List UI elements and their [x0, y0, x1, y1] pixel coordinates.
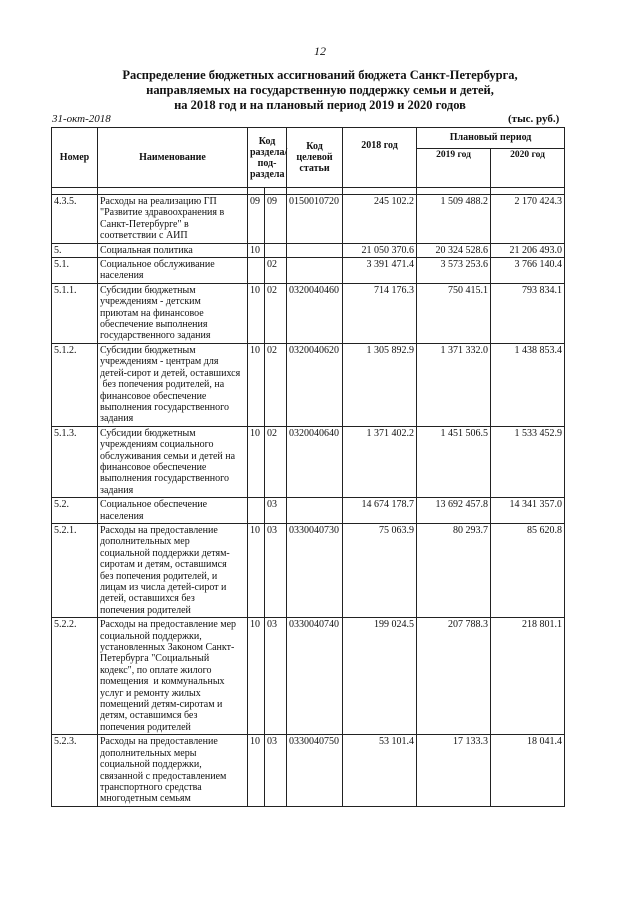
row-number: 5.2.1. [52, 523, 98, 617]
row-number: 5.2.3. [52, 735, 98, 806]
row-section: 09 [248, 195, 265, 244]
row-name-line: социальной поддержки, [100, 630, 202, 642]
row-name [98, 426, 248, 497]
row-name-line: попечения родителей [100, 721, 191, 733]
row-2019: 1 371 332.0 [417, 343, 491, 426]
row-article: 0320040460 [287, 283, 343, 343]
row-name-line: детей-сирот и детей, оставшихся [100, 367, 241, 379]
row-name-line: услуг и ремонту жилых [100, 687, 201, 699]
row-section: 10 [248, 735, 265, 806]
row-name [98, 343, 248, 426]
unit-label: (тыс. руб.) [508, 113, 560, 125]
spacer-cell [417, 188, 491, 195]
row-name-line: Санкт-Петербурге" в [100, 218, 189, 230]
row-section [248, 258, 265, 284]
row-number: 5.1.1. [52, 283, 98, 343]
row-section: 10 [248, 523, 265, 617]
row-number: 4.3.5. [52, 195, 98, 244]
row-name-line: населения [100, 510, 144, 522]
row-2018: 1 305 892.9 [343, 343, 417, 426]
title-line: Распределение бюджетных ассигнований бюджета Санкт-Петербурга, [122, 68, 518, 82]
row-name-line: учреждениям социального [100, 439, 214, 451]
row-2019: 80 293.7 [417, 523, 491, 617]
row-2018: 14 674 178.7 [343, 498, 417, 524]
document-date: 31-окт-2018 [52, 113, 111, 125]
row-section [248, 498, 265, 524]
title-line: направляемых на государственную поддержку семьи и детей, [146, 83, 494, 97]
header-article-line: статьи [299, 163, 330, 174]
row-article: 0330040750 [287, 735, 343, 806]
row-2018: 53 101.4 [343, 735, 417, 806]
row-name [98, 523, 248, 617]
row-name [98, 283, 248, 343]
header-2019: 2019 год [417, 149, 491, 188]
row-2019: 207 788.3 [417, 618, 491, 735]
row-subsection: 02 [265, 283, 287, 343]
row-2019: 3 573 253.6 [417, 258, 491, 284]
row-2020: 1 533 452.9 [491, 426, 565, 497]
header-2018: 2018 год [343, 128, 417, 188]
row-2020: 14 341 357.0 [491, 498, 565, 524]
table-row [52, 243, 565, 257]
row-name-line: помещения и коммунальных [100, 676, 225, 688]
row-name-line: дополнительных меры [100, 747, 197, 759]
spacer-cell [343, 188, 417, 195]
row-name-line: обслуживания семьи и детей на [100, 450, 236, 462]
row-name-line: Субсидии бюджетным [100, 344, 196, 356]
row-number: 5.1. [52, 258, 98, 284]
row-name [98, 618, 248, 735]
header-number: Номер [52, 128, 98, 188]
row-subsection: 02 [265, 258, 287, 284]
header-article-line: Код [306, 141, 323, 152]
row-name-line: Расходы на реализацию ГП [100, 196, 217, 207]
row-subsection: 03 [265, 735, 287, 806]
row-name-line: без попечения родителей, на [100, 379, 225, 391]
table-row [52, 498, 565, 524]
row-name [98, 735, 248, 806]
row-article [287, 498, 343, 524]
row-name [98, 498, 248, 524]
row-2020: 3 766 140.4 [491, 258, 565, 284]
spacer-cell [265, 188, 287, 195]
row-name-line: помещений детям-сиротам и [100, 699, 223, 711]
row-name-line: Субсидии бюджетным [100, 427, 196, 439]
row-number: 5.1.3. [52, 426, 98, 497]
row-name-line: Социальное обслуживание [100, 259, 215, 271]
row-2020: 1 438 853.4 [491, 343, 565, 426]
row-name-line: приютам на финансовое [100, 307, 204, 319]
row-article: 0320040640 [287, 426, 343, 497]
row-section: 10 [248, 426, 265, 497]
table-row [52, 343, 565, 426]
row-name-line: детей, оставшихся без [100, 593, 195, 605]
header-section-line: раздела [250, 168, 285, 180]
row-name-line: финансовое обеспечение [100, 461, 207, 473]
row-2020: 18 041.4 [491, 735, 565, 806]
row-name-line: лицам из числа детей-сирот и [100, 582, 227, 593]
spacer-cell [287, 188, 343, 195]
page-number: 12 [314, 44, 326, 58]
table-row [52, 195, 565, 244]
row-name-line: детям, оставшимся без [100, 710, 198, 722]
row-name-line: кодекс", по оплате жилого [100, 664, 212, 676]
row-2018: 714 176.3 [343, 283, 417, 343]
row-name-line: обеспечение выполнения [100, 319, 208, 331]
row-name-line: Субсидии бюджетным [100, 284, 196, 296]
row-2018: 199 024.5 [343, 618, 417, 735]
table-row [52, 258, 565, 284]
header-article-line: целевой [296, 152, 333, 163]
table-row [52, 618, 565, 735]
row-name-line: Социальное обеспечение [100, 499, 208, 511]
row-2019: 13 692 457.8 [417, 498, 491, 524]
row-2019: 17 133.3 [417, 735, 491, 806]
row-2019: 750 415.1 [417, 283, 491, 343]
row-name-line: Расходы на предоставление [100, 736, 218, 748]
row-2019: 1 451 506.5 [417, 426, 491, 497]
document-title [40, 68, 600, 113]
title-line: на 2018 год и на плановый период 2019 и 2020 годов [174, 98, 466, 112]
row-name-line: финансовое обеспечение [100, 390, 207, 402]
row-name-line: Петербурга "Социальный [100, 653, 210, 665]
row-subsection [265, 243, 287, 257]
row-name-line: учреждениям - центрам для [100, 356, 219, 368]
row-name-line: социальной поддержки, [100, 759, 202, 771]
row-article: 0330040740 [287, 618, 343, 735]
row-name-line: "Развитие здравоохранения в [100, 207, 225, 219]
table-body [52, 195, 565, 807]
table-row [52, 523, 565, 617]
row-2020: 2 170 424.3 [491, 195, 565, 244]
row-subsection: 02 [265, 426, 287, 497]
row-number: 5. [52, 243, 98, 257]
table-row [52, 735, 565, 806]
row-name-line: связанной с предоставлением [100, 770, 227, 782]
header-section-line: под- [257, 157, 277, 169]
row-number: 5.2. [52, 498, 98, 524]
row-2018: 21 050 370.6 [343, 243, 417, 257]
header-planned-period: Плановый период [417, 128, 565, 149]
row-name-line: населения [100, 270, 144, 282]
header-article [287, 128, 343, 188]
row-name-line: сиротам и детям, оставшимся [100, 559, 227, 571]
row-name-line: социальной поддержки детям- [100, 547, 230, 559]
spacer-cell [248, 188, 265, 195]
row-article: 0320040620 [287, 343, 343, 426]
header-section-line: раздела/ [250, 146, 288, 158]
row-2018: 75 063.9 [343, 523, 417, 617]
row-article: 0330040730 [287, 523, 343, 617]
row-section: 10 [248, 283, 265, 343]
row-name-line: соответствии с АИП [100, 230, 188, 242]
row-2020: 21 206 493.0 [491, 243, 565, 257]
header-section [248, 128, 287, 188]
row-name-line: задания [100, 413, 134, 425]
row-name-line: Расходы на предоставление [100, 524, 218, 536]
row-name-line: установленных Законом Санкт- [100, 642, 235, 654]
row-article: 0150010720 [287, 195, 343, 244]
row-subsection: 03 [265, 618, 287, 735]
row-subsection: 02 [265, 343, 287, 426]
row-name-line: выполнения государственного [100, 473, 230, 485]
row-name-line: Социальная политика [100, 244, 193, 256]
row-section: 10 [248, 243, 265, 257]
row-subsection: 03 [265, 498, 287, 524]
row-name-line: выполнения государственного [100, 401, 230, 413]
row-2018: 245 102.2 [343, 195, 417, 244]
row-name [98, 243, 248, 257]
row-subsection: 03 [265, 523, 287, 617]
row-2019: 1 509 488.2 [417, 195, 491, 244]
spacer-cell [98, 188, 248, 195]
row-number: 5.1.2. [52, 343, 98, 426]
header-section-line: Код [258, 135, 276, 147]
row-name-line: дополнительных мер [100, 536, 190, 548]
row-article [287, 258, 343, 284]
row-2019: 20 324 528.6 [417, 243, 491, 257]
row-name-line: задания [100, 484, 134, 496]
spacer-cell [52, 188, 98, 195]
row-name-line: учреждениям - детским [100, 296, 201, 308]
row-2020: 85 620.8 [491, 523, 565, 617]
row-name-line: многодетным семьям [100, 793, 191, 805]
header-name: Наименование [98, 128, 248, 188]
table-row [52, 426, 565, 497]
row-number: 5.2.2. [52, 618, 98, 735]
table-row [52, 283, 565, 343]
row-name [98, 195, 248, 244]
budget-table [51, 127, 565, 807]
row-name [98, 258, 248, 284]
row-article [287, 243, 343, 257]
header-2020: 2020 год [491, 149, 565, 188]
row-2018: 1 371 402.2 [343, 426, 417, 497]
row-2020: 218 801.1 [491, 618, 565, 735]
row-name-line: Расходы на предоставление мер [100, 619, 237, 631]
row-section: 10 [248, 343, 265, 426]
row-name-line: без попечения родителей, и [100, 570, 218, 582]
row-name-line: попечения родителей [100, 604, 191, 616]
spacer-cell [491, 188, 565, 195]
row-name-line: транспортного средства [100, 781, 202, 793]
row-subsection: 09 [265, 195, 287, 244]
row-2018: 3 391 471.4 [343, 258, 417, 284]
row-name-line: государственного задания [100, 330, 211, 342]
row-section: 10 [248, 618, 265, 735]
row-2020: 793 834.1 [491, 283, 565, 343]
